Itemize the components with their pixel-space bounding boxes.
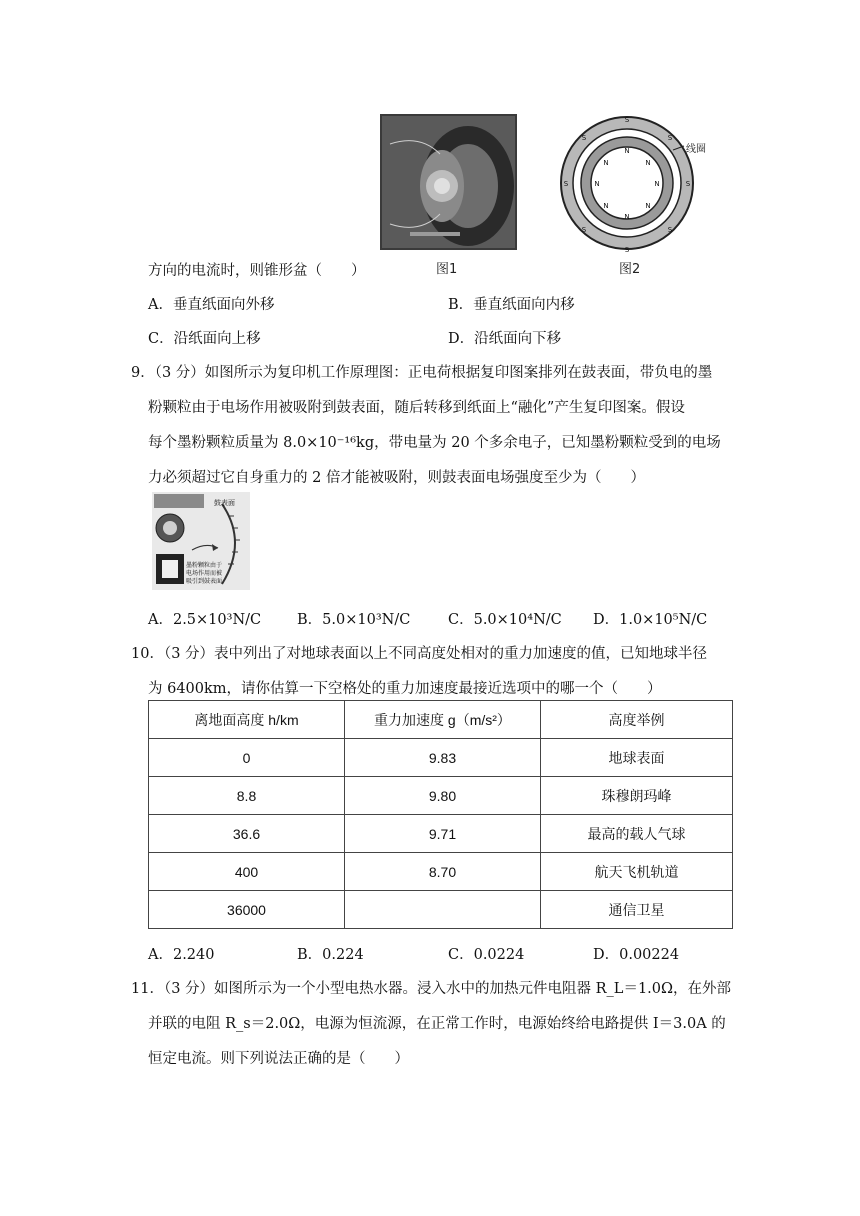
table-cell: 通信卫星 bbox=[541, 891, 733, 929]
table-cell: 8.8 bbox=[149, 777, 345, 815]
table-row bbox=[149, 777, 733, 815]
q8-fig2-caption: 图2 bbox=[619, 262, 641, 277]
q8-option-d[interactable]: D．沿纸面向下移 bbox=[448, 331, 562, 347]
svg-text:N: N bbox=[594, 180, 600, 188]
table-cell: 400 bbox=[149, 853, 345, 891]
q10-stem-line-2: 为 6400km，请你估算一下空格处的重力加速度最接近选项中的哪一个（ ） bbox=[148, 681, 662, 697]
q10-option-d[interactable]: D．0.00224 bbox=[593, 947, 680, 963]
q9-option-b[interactable]: B．5.0×10³N/C bbox=[297, 612, 411, 628]
table-cell: 36000 bbox=[149, 891, 345, 929]
q10-stem-line-1: 10．（3 分）表中列出了对地球表面以上不同高度处相对的重力加速度的值，已知地球半径 bbox=[131, 646, 708, 662]
svg-text:N: N bbox=[624, 147, 630, 155]
q9-option-c[interactable]: C．5.0×10⁴N/C bbox=[448, 612, 562, 628]
svg-text:S: S bbox=[667, 226, 673, 234]
q10-option-b[interactable]: B．0.224 bbox=[297, 947, 364, 963]
q8-option-b[interactable]: B．垂直纸面向内移 bbox=[448, 297, 575, 313]
table-header-row bbox=[149, 701, 733, 739]
svg-text:S: S bbox=[624, 246, 630, 254]
q9-fig-label-note: 墨粉颗粒由于电场作用而被吸引到鼓表面 bbox=[186, 562, 223, 585]
table-cell: 9.83 bbox=[345, 739, 541, 777]
table-cell: 9.80 bbox=[345, 777, 541, 815]
table-cell: 最高的载人气球 bbox=[541, 815, 733, 853]
q11-stem-line-3: 恒定电流。则下列说法正确的是（ ） bbox=[148, 1051, 409, 1067]
svg-text:N: N bbox=[603, 202, 609, 210]
table-cell: 地球表面 bbox=[541, 739, 733, 777]
table-cell-blank bbox=[345, 891, 541, 929]
q10-option-c[interactable]: C．0.0224 bbox=[448, 947, 525, 963]
table-row bbox=[149, 739, 733, 777]
svg-text:S: S bbox=[685, 180, 691, 188]
svg-text:S: S bbox=[581, 226, 587, 234]
q8-figure-2 bbox=[554, 110, 704, 256]
q9-copier-figure bbox=[152, 492, 250, 590]
svg-text:N: N bbox=[645, 159, 651, 167]
table-cell: 36.6 bbox=[149, 815, 345, 853]
table-cell: 珠穆朗玛峰 bbox=[541, 777, 733, 815]
q8-stem-tail: 方向的电流时，则锥形盆（ ） bbox=[148, 263, 366, 279]
table-row bbox=[149, 815, 733, 853]
q8-figure-1 bbox=[380, 114, 517, 250]
table-cell: 0 bbox=[149, 739, 345, 777]
svg-text:N: N bbox=[645, 202, 651, 210]
table-cell: 航天飞机轨道 bbox=[541, 853, 733, 891]
table-row bbox=[149, 853, 733, 891]
q9-option-a[interactable]: A．2.5×10³N/C bbox=[148, 612, 262, 628]
table-header-cell: 重力加速度 g（m/s²） bbox=[345, 701, 541, 739]
table-row bbox=[149, 891, 733, 929]
q9-stem-line-2: 粉颗粒由于电场作用被吸附到鼓表面，随后转移到纸面上“融化”产生复印图案。假设 bbox=[148, 400, 685, 416]
q8-option-a[interactable]: A．垂直纸面向外移 bbox=[148, 297, 275, 313]
q9-fig-label-drum: 鼓表面 bbox=[214, 499, 235, 507]
gravity-table bbox=[148, 700, 733, 929]
q9-option-d[interactable]: D．1.0×10⁵N/C bbox=[593, 612, 708, 628]
svg-text:S: S bbox=[581, 134, 587, 142]
svg-text:S: S bbox=[563, 180, 569, 188]
q9-stem-line-3: 每个墨粉颗粒质量为 8.0×10⁻¹⁶kg，带电量为 20 个多余电子，已知墨粉颗粒受到的电场 bbox=[148, 435, 721, 451]
q11-stem-line-1: 11．（3 分）如图所示为一个小型电热水器。浸入水中的加热元件电阻器 R_L＝1.0Ω，在外部 bbox=[131, 981, 732, 997]
table-cell: 9.71 bbox=[345, 815, 541, 853]
table-header-cell: 高度举例 bbox=[541, 701, 733, 739]
q10-option-a[interactable]: A．2.240 bbox=[148, 947, 215, 963]
table-cell: 8.70 bbox=[345, 853, 541, 891]
svg-text:N: N bbox=[654, 180, 660, 188]
q8-fig2-label: 线圈 bbox=[686, 144, 706, 155]
q11-stem-line-2: 并联的电阻 R_s＝2.0Ω，电源为恒流源，在正常工作时，电源始终给电路提供 I＝3.0A 的 bbox=[148, 1016, 726, 1032]
q8-option-c[interactable]: C．沿纸面向上移 bbox=[148, 331, 261, 347]
svg-text:N: N bbox=[603, 159, 609, 167]
table-header-cell: 离地面高度 h/km bbox=[149, 701, 345, 739]
q8-fig1-caption: 图1 bbox=[436, 262, 458, 277]
svg-text:S: S bbox=[624, 116, 630, 124]
svg-text:N: N bbox=[624, 213, 630, 221]
q9-stem-line-4: 力必须超过它自身重力的 2 倍才能被吸附，则鼓表面电场强度至少为（ ） bbox=[148, 470, 645, 486]
q9-stem-line-1: 9．（3 分）如图所示为复印机工作原理图：正电荷根据复印图案排列在鼓表面，带负电的墨 bbox=[131, 365, 713, 381]
svg-text:S: S bbox=[667, 134, 673, 142]
